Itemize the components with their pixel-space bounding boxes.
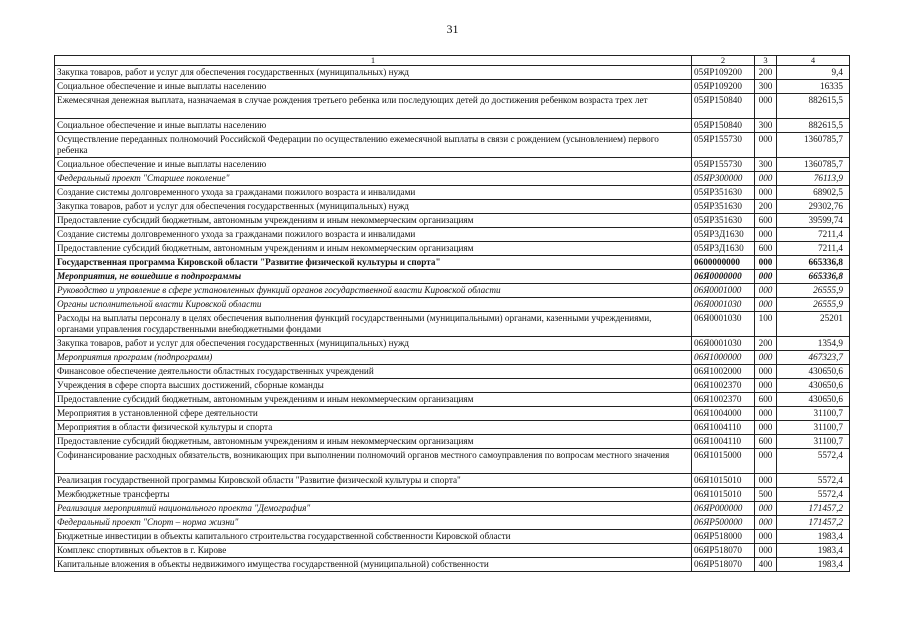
- row-expense-type: 000: [755, 365, 777, 379]
- row-code: 06Я1002370: [692, 393, 755, 407]
- row-amount: 25201: [777, 312, 850, 337]
- row-amount: 1360785,7: [777, 133, 850, 158]
- table-row: [55, 530, 850, 544]
- row-expense-type: 000: [755, 421, 777, 435]
- row-code: 0600000000: [692, 256, 755, 270]
- row-amount: 1983,4: [777, 544, 850, 558]
- table-row: [55, 365, 850, 379]
- row-expense-type: 200: [755, 200, 777, 214]
- row-description: Реализация мероприятий национального проекта "Демография": [55, 502, 692, 516]
- row-description: Государственная программа Кировской области "Развитие физической культуры и спорта": [55, 256, 692, 270]
- row-expense-type: 000: [755, 351, 777, 365]
- table-row: [55, 449, 850, 474]
- row-amount: 5572,4: [777, 474, 850, 488]
- row-description: Межбюджетные трансферты: [55, 488, 692, 502]
- header-row: [55, 56, 850, 66]
- table-row: [55, 558, 850, 572]
- row-code: 06Я0001030: [692, 312, 755, 337]
- row-code: 05ЯР150840: [692, 119, 755, 133]
- row-amount: 665336,8: [777, 270, 850, 284]
- row-expense-type: 300: [755, 119, 777, 133]
- page-number: 31: [446, 22, 459, 36]
- row-amount: 665336,8: [777, 256, 850, 270]
- row-amount: 16335: [777, 80, 850, 94]
- table-row: [55, 66, 850, 80]
- row-amount: 171457,2: [777, 502, 850, 516]
- row-description: Мероприятия в области физической культуры и спорта: [55, 421, 692, 435]
- table-row: [55, 172, 850, 186]
- row-expense-type: 200: [755, 337, 777, 351]
- table-row: [55, 351, 850, 365]
- row-expense-type: 100: [755, 312, 777, 337]
- table-row: [55, 284, 850, 298]
- row-description: Предоставление субсидий бюджетным, автономным учреждениям и иным некоммерческим организациям: [55, 214, 692, 228]
- row-code: 05ЯР109200: [692, 66, 755, 80]
- table-row: [55, 298, 850, 312]
- row-description: Органы исполнительной власти Кировской области: [55, 298, 692, 312]
- row-code: 05ЯР150840: [692, 94, 755, 119]
- table-row: [55, 242, 850, 256]
- row-description: Предоставление субсидий бюджетным, автономным учреждениям и иным некоммерческим организациям: [55, 393, 692, 407]
- table-row: [55, 94, 850, 119]
- row-code: 06Я1002370: [692, 379, 755, 393]
- row-code: 06ЯР000000: [692, 502, 755, 516]
- header-col-3: 3: [755, 56, 777, 66]
- row-expense-type: 000: [755, 270, 777, 284]
- row-code: 05ЯР3Д1630: [692, 228, 755, 242]
- row-description: Бюджетные инвестиции в объекты капитального строительства государственной собственности Кировской области: [55, 530, 692, 544]
- row-expense-type: 000: [755, 530, 777, 544]
- row-amount: 5572,4: [777, 449, 850, 474]
- row-code: 05ЯР109200: [692, 80, 755, 94]
- row-amount: 430650,6: [777, 365, 850, 379]
- row-code: 06Я1015010: [692, 474, 755, 488]
- row-description: Реализация государственной программы Кировской области "Развитие физической культуры и спорта": [55, 474, 692, 488]
- header-col-1: 1: [55, 56, 692, 66]
- row-code: 06Я1000000: [692, 351, 755, 365]
- row-code: 05ЯР351630: [692, 200, 755, 214]
- table-row: [55, 407, 850, 421]
- row-code: 06Я1004000: [692, 407, 755, 421]
- row-amount: 467323,7: [777, 351, 850, 365]
- row-expense-type: 000: [755, 502, 777, 516]
- row-expense-type: 000: [755, 94, 777, 119]
- row-description: Создание системы долговременного ухода за гражданами пожилого возраста и инвалидами: [55, 228, 692, 242]
- row-description: Социальное обеспечение и иные выплаты населению: [55, 80, 692, 94]
- row-code: 05ЯР155730: [692, 158, 755, 172]
- row-description: Социальное обеспечение и иные выплаты населению: [55, 119, 692, 133]
- row-expense-type: 000: [755, 544, 777, 558]
- row-description: Руководство и управление в сфере установленных функций органов государственной власти Кировской области: [55, 284, 692, 298]
- row-expense-type: 000: [755, 172, 777, 186]
- table-row: [55, 474, 850, 488]
- row-code: 06Я0001030: [692, 337, 755, 351]
- row-amount: 1360785,7: [777, 158, 850, 172]
- row-code: 05ЯР3Д1630: [692, 242, 755, 256]
- row-code: 06Я0001000: [692, 284, 755, 298]
- row-amount: 171457,2: [777, 516, 850, 530]
- row-expense-type: 600: [755, 393, 777, 407]
- row-code: 06ЯР518070: [692, 544, 755, 558]
- row-description: Предоставление субсидий бюджетным, автономным учреждениям и иным некоммерческим организациям: [55, 242, 692, 256]
- row-description: Софинансирование расходных обязательств, возникающих при выполнении полномочий органов местного самоуправления по вопросам местного значения: [55, 449, 692, 474]
- row-description: Мероприятия программ (подпрограмм): [55, 351, 692, 365]
- row-amount: 31100,7: [777, 407, 850, 421]
- row-expense-type: 000: [755, 284, 777, 298]
- row-description: Закупка товаров, работ и услуг для обеспечения государственных (муниципальных) нужд: [55, 66, 692, 80]
- table-row: [55, 516, 850, 530]
- row-amount: 7211,4: [777, 242, 850, 256]
- row-description: Федеральный проект "Старшее поколение": [55, 172, 692, 186]
- row-description: Финансовое обеспечение деятельности областных государственных учреждений: [55, 365, 692, 379]
- row-code: 06Я1004110: [692, 435, 755, 449]
- row-expense-type: 000: [755, 298, 777, 312]
- table-row: [55, 435, 850, 449]
- row-description: Создание системы долговременного ухода за гражданами пожилого возраста и инвалидами: [55, 186, 692, 200]
- row-description: Закупка товаров, работ и услуг для обеспечения государственных (муниципальных) нужд: [55, 200, 692, 214]
- budget-table-body: [55, 56, 850, 572]
- row-amount: 39599,74: [777, 214, 850, 228]
- row-description: Социальное обеспечение и иные выплаты населению: [55, 158, 692, 172]
- table-row: [55, 186, 850, 200]
- table-row: [55, 228, 850, 242]
- row-expense-type: 500: [755, 488, 777, 502]
- table-row: [55, 119, 850, 133]
- row-expense-type: 000: [755, 379, 777, 393]
- row-description: Капитальные вложения в объекты недвижимого имущества государственной (муниципальной) собственности: [55, 558, 692, 572]
- budget-table: [54, 55, 850, 572]
- row-code: 06ЯР518000: [692, 530, 755, 544]
- table-row: [55, 488, 850, 502]
- row-description: Закупка товаров, работ и услуг для обеспечения государственных (муниципальных) нужд: [55, 337, 692, 351]
- row-amount: 7211,4: [777, 228, 850, 242]
- table-row: [55, 80, 850, 94]
- row-amount: 5572,4: [777, 488, 850, 502]
- row-expense-type: 000: [755, 407, 777, 421]
- table-row: [55, 379, 850, 393]
- table-row: [55, 200, 850, 214]
- table-row: [55, 133, 850, 158]
- row-description: Учреждения в сфере спорта высших достижений, сборные команды: [55, 379, 692, 393]
- row-expense-type: 000: [755, 516, 777, 530]
- table-row: [55, 214, 850, 228]
- row-code: 06ЯР518070: [692, 558, 755, 572]
- row-code: 06Я1002000: [692, 365, 755, 379]
- row-expense-type: 000: [755, 228, 777, 242]
- row-code: 06Я1015010: [692, 488, 755, 502]
- row-code: 05ЯР300000: [692, 172, 755, 186]
- table-row: [55, 393, 850, 407]
- row-code: 06Я1015000: [692, 449, 755, 474]
- table-row: [55, 312, 850, 337]
- header-col-4: 4: [777, 56, 850, 66]
- row-code: 06ЯР500000: [692, 516, 755, 530]
- row-expense-type: 000: [755, 133, 777, 158]
- row-amount: 1983,4: [777, 558, 850, 572]
- row-code: 05ЯР155730: [692, 133, 755, 158]
- row-amount: 76113,9: [777, 172, 850, 186]
- table-row: [55, 256, 850, 270]
- table-row: [55, 421, 850, 435]
- row-amount: 9,4: [777, 66, 850, 80]
- row-code: 05ЯР351630: [692, 186, 755, 200]
- row-expense-type: 400: [755, 558, 777, 572]
- row-amount: 29302,76: [777, 200, 850, 214]
- row-expense-type: 600: [755, 435, 777, 449]
- row-expense-type: 000: [755, 474, 777, 488]
- row-amount: 26555,9: [777, 298, 850, 312]
- row-code: 06Я1004110: [692, 421, 755, 435]
- table-row: [55, 337, 850, 351]
- row-description: Комплекс спортивных объектов в г. Кирове: [55, 544, 692, 558]
- row-expense-type: 600: [755, 214, 777, 228]
- row-expense-type: 300: [755, 80, 777, 94]
- row-amount: 1354,9: [777, 337, 850, 351]
- row-expense-type: 200: [755, 66, 777, 80]
- table-row: [55, 502, 850, 516]
- row-code: 05ЯР351630: [692, 214, 755, 228]
- row-code: 06Я0001030: [692, 298, 755, 312]
- row-description: Федеральный проект "Спорт – норма жизни": [55, 516, 692, 530]
- header-col-2: 2: [692, 56, 755, 66]
- row-amount: 68902,5: [777, 186, 850, 200]
- row-amount: 430650,6: [777, 393, 850, 407]
- row-description: Осуществление переданных полномочий Российской Федерации по осуществлению ежемесячной выплаты в связи с рождением (усыновлением) первого ребенка: [55, 133, 692, 158]
- row-description: Мероприятия, не вошедшие в подпрограммы: [55, 270, 692, 284]
- row-amount: 26555,9: [777, 284, 850, 298]
- row-description: Расходы на выплаты персоналу в целях обеспечения выполнения функций государственными (муниципальными) органами, казенными учреждениями, органами управления государственными внебюджетными фондами: [55, 312, 692, 337]
- table-row: [55, 270, 850, 284]
- table-row: [55, 158, 850, 172]
- row-expense-type: 300: [755, 158, 777, 172]
- row-amount: 882615,5: [777, 119, 850, 133]
- row-description: Мероприятия в установленной сфере деятельности: [55, 407, 692, 421]
- row-expense-type: 000: [755, 449, 777, 474]
- row-expense-type: 000: [755, 186, 777, 200]
- row-description: Предоставление субсидий бюджетным, автономным учреждениям и иным некоммерческим организациям: [55, 435, 692, 449]
- row-amount: 430650,6: [777, 379, 850, 393]
- row-code: 06Я0000000: [692, 270, 755, 284]
- row-expense-type: 000: [755, 256, 777, 270]
- row-amount: 1983,4: [777, 530, 850, 544]
- table-row: [55, 544, 850, 558]
- row-amount: 882615,5: [777, 94, 850, 119]
- row-amount: 31100,7: [777, 421, 850, 435]
- row-description: Ежемесячная денежная выплата, назначаемая в случае рождения третьего ребенка или последующих детей до достижения ребенком возраста трех лет: [55, 94, 692, 119]
- row-amount: 31100,7: [777, 435, 850, 449]
- row-expense-type: 600: [755, 242, 777, 256]
